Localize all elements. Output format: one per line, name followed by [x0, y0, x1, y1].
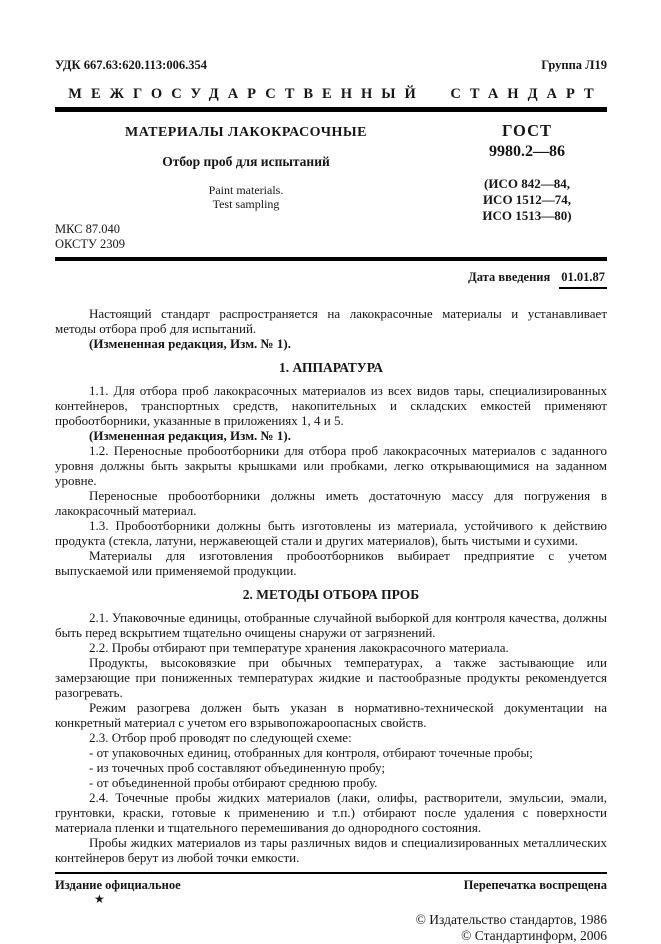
footer-row — [55, 878, 607, 893]
paragraph: 2.4. Точечные пробы жидких материалов (лаки, олифы, растворители, эмульсии, эмали, грунтовки, краски, готовые к применению и т.п.) отбирают после удаления с поверхности материала пленки и тщательного перемешивания до однородного состояния. — [55, 790, 607, 835]
title-block — [55, 112, 607, 251]
document-body — [55, 306, 607, 865]
title-en-line2: Test sampling — [212, 197, 280, 211]
copyright-line: © Издательство стандартов, 1986 — [415, 912, 607, 927]
introduction-date-row — [55, 270, 607, 289]
title-right-column — [447, 112, 607, 251]
paragraph: Продукты, высоковязкие при обычных температурах, а также застывающие или замерзающие при пониженных температурах жидкие и пастообразные продукты рекомендуется разогревать. — [55, 655, 607, 700]
footer-rule — [55, 872, 607, 874]
paragraph: 1.2. Переносные пробоотборники для отбора проб лакокрасочных материалов с заданного уровня должны быть закрыты крышками или пробками, легко открывающимися на заданном уровне. — [55, 443, 607, 488]
paragraph: 1.1. Для отбора проб лакокрасочных материалов из всех видов тары, специализированных контейнеров, транспортных средств, накопительных и складских емкостей применяют пробоотборники, указанные в приложениях 1, 4 и 5. — [55, 383, 607, 428]
paragraph: (Измененная редакция, Изм. № 1). — [89, 428, 291, 443]
star-icon: ★ — [94, 892, 105, 906]
paragraph: Материалы для изготовления пробоотборников выбирает предприятие с учетом выпускаемой или применяемой продукции. — [55, 548, 607, 578]
document-subtitle-ru: Отбор проб для испытаний — [162, 154, 330, 169]
paragraph: 2.1. Упаковочные единицы, отобранные случайной выборкой для контроля качества, должны быть перед вскрытием тщательно очищены снаружи от загрязнений. — [55, 610, 607, 640]
iso-reference: ИСО 1513—80) — [482, 208, 572, 223]
mks-code: МКС 87.040 — [55, 222, 120, 236]
paragraph: - от упаковочных единиц, отобранных для контроля, отбирают точечные пробы; — [89, 745, 533, 760]
paragraph: 1.3. Пробоотборники должны быть изготовлены из материала, устойчивого к действию продукта (стекла, латуни, нержавеющей стали и других материалов), быть чистыми и сухими. — [55, 518, 607, 548]
document-title-en — [55, 183, 437, 211]
section-heading: 2. МЕТОДЫ ОТБОРА ПРОБ — [242, 587, 420, 602]
gost-number: 9980.2—86 — [489, 143, 565, 160]
paragraph: Настоящий стандарт распространяется на лакокрасочные материалы и устанавливает методы отбора проб для испытаний. — [55, 306, 607, 336]
iso-references — [447, 176, 607, 224]
paragraph: - из точечных проб составляют объединенную пробу; — [89, 760, 386, 775]
introduction-date-value: 01.01.87 — [559, 270, 607, 289]
paragraph: 2.3. Отбор проб проводят по следующей схеме: — [89, 730, 352, 745]
paragraph: Режим разогрева должен быть указан в нормативно-технической документации на конкретный материал с учетом его взрывопожароопасных свойств. — [55, 700, 607, 730]
section-heading: 1. АППАРАТУРА — [279, 360, 383, 375]
classification-codes — [55, 222, 437, 251]
udc-code: УДК 667.63:620.113:006.354 — [55, 58, 207, 72]
gost-label: ГОСТ — [501, 121, 553, 140]
okstu-code: ОКСТУ 2309 — [55, 236, 126, 251]
group-code: Группа Л19 — [541, 58, 607, 72]
paragraph: (Измененная редакция, Изм. № 1). — [89, 336, 291, 351]
official-edition-label: Издание официальное — [55, 878, 181, 892]
title-en-line1: Paint materials. — [208, 183, 284, 197]
paragraph: 2.2. Пробы отбирают при температуре хранения лакокрасочного материала. — [89, 640, 509, 655]
paragraph: Пробы жидких материалов из тары различных видов и специализированных металлических контейнеров берут из любой точки емкости. — [55, 835, 607, 865]
copyright-block — [55, 912, 607, 944]
iso-reference: (ИСО 842—84, — [484, 176, 570, 191]
title-left-column — [55, 112, 437, 251]
reprint-forbidden-label: Перепечатка воспрещена — [463, 878, 607, 892]
iso-reference: ИСО 1512—74, — [482, 192, 572, 207]
classification-row — [55, 58, 607, 73]
copyright-line: © Стандартинформ, 2006 — [461, 928, 607, 943]
standard-type-title: МЕЖГОСУДАРСТВЕННЫЙ СТАНДАРТ — [68, 86, 603, 102]
paragraph: Переносные пробоотборники должны иметь достаточную массу для погружения в лакокрасочный материал. — [55, 488, 607, 518]
paragraph: - от объединенной пробы отбирают среднюю пробу. — [89, 775, 378, 790]
title-rule — [55, 257, 607, 261]
document-footer — [55, 872, 607, 944]
introduction-date-label: Дата введения — [468, 270, 551, 284]
document-title-ru: МАТЕРИАЛЫ ЛАКОКРАСОЧНЫЕ — [125, 125, 367, 140]
